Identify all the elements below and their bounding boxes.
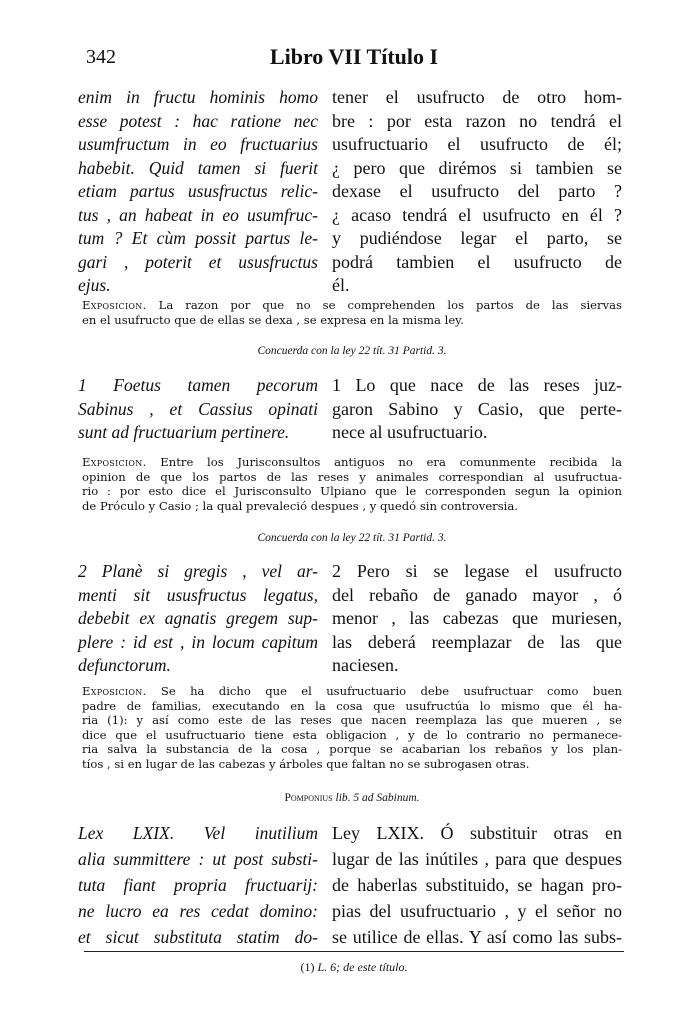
latin-line: ejus. bbox=[78, 275, 111, 295]
latin-line: ne lucro ea res cedat domino: bbox=[78, 901, 318, 921]
exposicion-line: ria (1): y así como este de las reses que nacen reemplaza las que mueren , se bbox=[82, 713, 622, 728]
concordance-section-1: Concuerda con la ley 22 tít. 31 Partid. 3. bbox=[257, 532, 447, 544]
spanish-line: nece al usufructuario. bbox=[332, 422, 488, 442]
page-number: 342 bbox=[86, 46, 116, 68]
footnote-text: L. 6; de este título. bbox=[314, 960, 408, 974]
spanish-line: tener el usufructo de otro hom- bbox=[332, 87, 622, 107]
spanish-line: naciesen. bbox=[332, 655, 399, 675]
spanish-line: lugar de las inútiles , para que despues bbox=[332, 849, 622, 869]
spanish-line: de haberlas substituido, se hagan pro- bbox=[332, 875, 622, 895]
spanish-line: Ley LXIX. Ó substituir otras en bbox=[332, 823, 622, 843]
spanish-line: del rebaño de ganado mayor , ó bbox=[332, 584, 622, 605]
source-work: lib. 5 ad Sabinum. bbox=[332, 792, 420, 804]
exposicion-line: rio : por esto dice el Jurisconsulto Ulpiano que le corresponden segun la opinion bbox=[82, 484, 622, 499]
source-author: Pomponius bbox=[284, 792, 333, 804]
spanish-line: ¿ acaso tendrá el usufructo en él ? bbox=[332, 204, 622, 225]
footnote bbox=[84, 960, 624, 975]
spanish-column-section-3 bbox=[332, 820, 622, 950]
spanish-line: pias del usufructuario , y el señor no bbox=[332, 901, 622, 921]
source-citation bbox=[82, 792, 622, 804]
exposicion-text: Entre los Jurisconsultos antiguos no era comunmente recibida la bbox=[146, 455, 622, 469]
spanish-line: podrá tambien el usufructo de bbox=[332, 251, 622, 272]
running-title: Libro VII Título I bbox=[269, 44, 439, 69]
exposicion-section-2 bbox=[82, 684, 622, 772]
footnote-marker: (1) bbox=[300, 960, 315, 974]
latin-line: sunt ad fructuarium pertinere. bbox=[78, 422, 290, 442]
spanish-column-section-1 bbox=[332, 374, 622, 445]
spanish-line: él. bbox=[332, 275, 350, 295]
exposicion-line: dice que el usufructuario tiene esta obligacion , y de lo contrario no permanece- bbox=[82, 727, 622, 742]
footnote-divider bbox=[84, 951, 624, 952]
latin-line: enim in fructu hominis homo bbox=[78, 87, 318, 107]
spanish-line: se utilice de ellas. Y así como las subs- bbox=[332, 927, 622, 947]
latin-line: esse potest : hac ratione nec bbox=[78, 110, 318, 131]
latin-line: tum ? Et cùm possit partus le- bbox=[78, 228, 318, 248]
exposicion-label: Exposicion. bbox=[82, 298, 147, 312]
latin-line: habebit. Quid tamen si fuerit bbox=[78, 157, 318, 178]
exposicion-line: padre de familias, executando en la cosa que usufructúa lo mismo que él ha- bbox=[82, 698, 622, 713]
spanish-line: y pudiéndose legar el parto, se bbox=[332, 228, 622, 248]
spanish-line: las deberá reemplazar de las que bbox=[332, 631, 622, 652]
exposicion-line bbox=[82, 298, 622, 313]
spanish-column-section-2 bbox=[332, 560, 622, 678]
spanish-column-section-0 bbox=[332, 86, 622, 298]
page-header bbox=[84, 44, 624, 76]
latin-line: tuta fiant propria fructuarij: bbox=[78, 875, 318, 895]
exposicion-label: Exposicion. bbox=[82, 684, 147, 698]
latin-column-section-2 bbox=[78, 560, 318, 678]
latin-line: defunctorum. bbox=[78, 655, 171, 675]
latin-line: usumfructum in eo fructuarius bbox=[78, 134, 318, 154]
exposicion-line bbox=[82, 455, 622, 470]
exposicion-section-1 bbox=[82, 455, 622, 513]
latin-column-section-1 bbox=[78, 374, 318, 445]
latin-line: 2 Planè si gregis , vel ar- bbox=[78, 561, 318, 581]
spanish-line: menor , las cabezas que muriesen, bbox=[332, 608, 622, 628]
spanish-line: 2 Pero si se legase el usufructo bbox=[332, 561, 622, 581]
exposicion-line: opinion de que los partos de las reses y animales correspondian al usufructua- bbox=[82, 469, 622, 484]
latin-line: gari , poterit et ususfructus bbox=[78, 251, 318, 272]
latin-line: et sicut substituta statim do- bbox=[78, 927, 318, 947]
spanish-line: usufructuario el usufructo de él; bbox=[332, 134, 622, 154]
latin-line: debebit ex agnatis gregem sup- bbox=[78, 608, 318, 628]
latin-line: plere : id est , in locum capitum bbox=[78, 631, 318, 652]
latin-line: tus , an habeat in eo usumfruc- bbox=[78, 204, 318, 225]
exposicion-line bbox=[82, 684, 622, 699]
exposicion-line: ria salva la substancia de la cosa , porque se acabarian los rebaños y los plan- bbox=[82, 742, 622, 757]
concordance-section-0: Concuerda con la ley 22 tít. 31 Partid. 3. bbox=[257, 345, 447, 357]
latin-line: etiam partus ususfructus relic- bbox=[78, 181, 318, 201]
spanish-line: dexase el usufructo del parto ? bbox=[332, 181, 622, 201]
spanish-line: bre : por esta razon no tendrá el bbox=[332, 110, 622, 131]
exposicion-text: Se ha dicho que el usufructuario debe usufructuar como buen bbox=[146, 684, 622, 698]
exposicion-text: La razon por que no se comprehenden los partos de las siervas bbox=[146, 298, 622, 312]
exposicion-label: Exposicion. bbox=[82, 455, 147, 469]
spanish-line: ¿ pero que dirémos si tambien se bbox=[332, 157, 622, 178]
spanish-line: 1 Lo que nace de las reses juz- bbox=[332, 375, 622, 395]
exposicion-section-0 bbox=[82, 298, 622, 327]
latin-column-section-3 bbox=[78, 820, 318, 950]
spanish-line: garon Sabino y Casio, que perte- bbox=[332, 398, 622, 419]
latin-line: menti sit ususfructus legatus, bbox=[78, 584, 318, 605]
latin-column-section-0 bbox=[78, 86, 318, 298]
latin-line: alia summittere : ut post substi- bbox=[78, 849, 318, 869]
latin-line: 1 Foetus tamen pecorum bbox=[78, 375, 318, 395]
exposicion-line: de Próculo y Casio ; la qual prevaleció despues , y quedó sin controversia. bbox=[82, 498, 518, 513]
exposicion-line: en el usufructo que de ellas se dexa , se expresa en la misma ley. bbox=[82, 312, 464, 327]
exposicion-line: tíos , si en lugar de las cabezas y árboles que faltan no se subrogasen otras. bbox=[82, 756, 530, 771]
latin-line: Sabinus , et Cassius opinati bbox=[78, 398, 318, 419]
latin-line: Lex LXIX. Vel inutilium bbox=[78, 823, 318, 843]
